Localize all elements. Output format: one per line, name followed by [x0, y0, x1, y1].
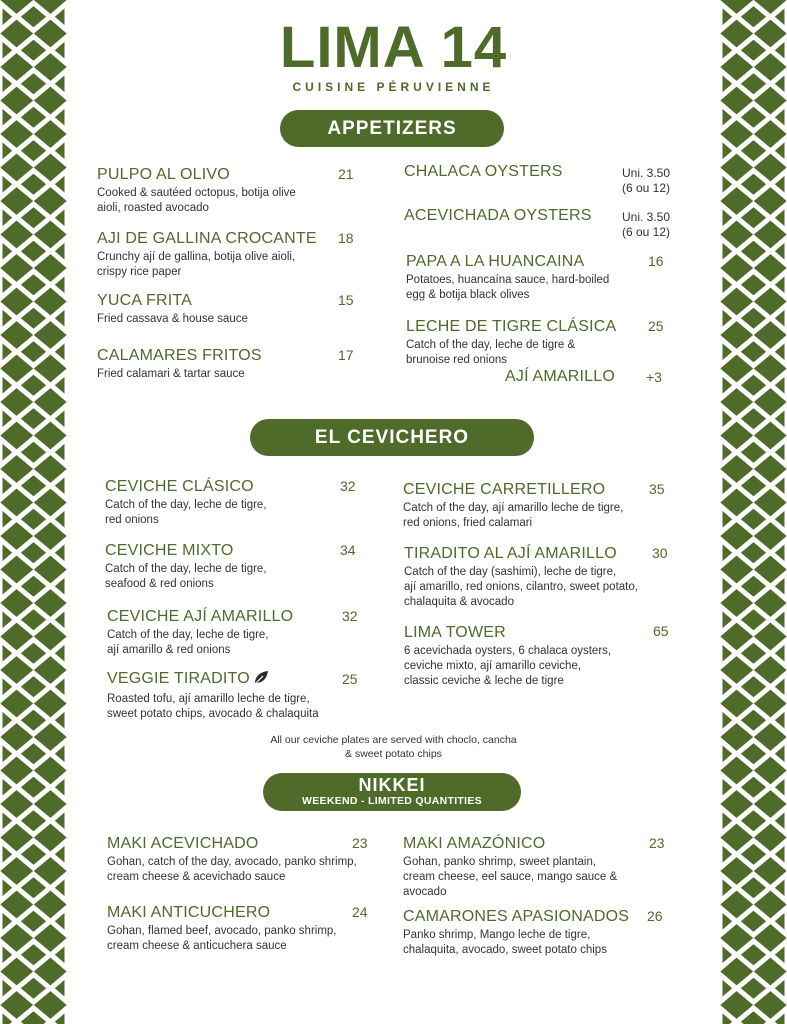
desc-line: sweet potato chips, avocado & chalaquita	[107, 708, 319, 720]
diamond-pattern-right	[720, 0, 787, 1024]
desc-line: ají amarillo & red onions	[107, 644, 231, 656]
desc-line: Roasted tofu, ají amarillo leche de tigre,	[107, 693, 310, 705]
item-description	[406, 338, 616, 368]
desc-line: Panko shrimp, Mango leche de tigre,	[403, 929, 591, 941]
desc-line: Cooked & sautéed octopus, botija olive	[97, 187, 296, 199]
desc-line: avocado	[403, 886, 447, 898]
desc-line: red onions, fried calamari	[403, 517, 533, 529]
item-description	[404, 565, 638, 610]
item-name: CEVICHE AJÍ AMARILLO	[107, 608, 294, 625]
item-price: +3	[646, 369, 662, 385]
item-price: 26	[647, 908, 663, 924]
right-pattern-border	[720, 0, 787, 1024]
item-name: LECHE DE TIGRE CLÁSICA	[406, 318, 617, 335]
menu-item-calamares	[97, 347, 262, 382]
desc-line: cream cheese, eel sauce, mango sauce &	[403, 871, 618, 883]
desc-line: Catch of the day, leche de tigre,	[105, 499, 267, 511]
item-name: ACEVICHADA OYSTERS	[404, 207, 592, 224]
item-name: CEVICHE CLÁSICO	[105, 478, 254, 495]
item-description	[105, 498, 267, 528]
item-description	[403, 855, 617, 900]
item-description: Fried calamari & tartar sauce	[97, 368, 245, 380]
item-name: LIMA TOWER	[404, 624, 506, 641]
desc-line: classic ceviche & leche de tigre	[404, 675, 564, 687]
item-description	[406, 273, 609, 303]
unit-line: (6 ou 12)	[622, 181, 671, 195]
desc-line: Gohan, catch of the day, avocado, panko shrimp,	[107, 856, 357, 868]
menu-item-aji-amarillo	[505, 368, 615, 386]
desc-line: 6 acevichada oysters, 6 chalaca oysters,	[404, 645, 612, 657]
menu-item-leche	[406, 318, 616, 368]
item-name: CALAMARES FRITOS	[97, 347, 262, 364]
item-price: 21	[338, 166, 354, 182]
menu-item-maki-anticuchero	[107, 904, 337, 954]
item-price: 35	[649, 481, 665, 497]
item-name: TIRADITO AL AJÍ AMARILLO	[404, 545, 617, 562]
menu-item-chalaca	[404, 163, 563, 181]
item-description	[404, 644, 611, 689]
note-line: & sweet potato chips	[345, 748, 442, 760]
section-header-appetizers	[280, 110, 504, 147]
item-name: CHALACA OYSTERS	[404, 163, 563, 180]
item-name: PAPA A LA HUANCAINA	[406, 253, 585, 270]
section-subtitle: WEEKEND - LIMITED QUANTITIES	[302, 795, 482, 807]
desc-line: red onions	[105, 514, 159, 526]
item-price: 34	[340, 542, 356, 558]
item-unit-price	[622, 166, 670, 196]
item-price: 23	[649, 835, 665, 851]
desc-line: aioli, roasted avocado	[97, 202, 209, 214]
menu-item-yuca	[97, 292, 248, 327]
item-description	[107, 628, 293, 658]
item-price: 23	[352, 835, 368, 851]
item-name: MAKI AMAZÓNICO	[403, 835, 546, 852]
item-description	[403, 501, 623, 531]
unit-line: Uni. 3.50	[622, 210, 671, 224]
item-description: Fried cassava & house sauce	[97, 313, 248, 325]
desc-line: chalaquita & avocado	[404, 596, 514, 608]
restaurant-logo: LIMA 14	[279, 15, 508, 80]
item-price: 25	[648, 318, 664, 334]
ceviche-note	[0, 733, 787, 761]
item-price: 65	[653, 623, 669, 639]
desc-line: Catch of the day, leche de tigre,	[107, 629, 269, 641]
item-description	[105, 562, 267, 592]
section-title: EL CEVICHERO	[314, 427, 470, 448]
item-price: 32	[340, 478, 356, 494]
section-header-nikkei	[263, 773, 521, 811]
restaurant-subtitle: CUISINE PÉRUVIENNE	[292, 80, 495, 94]
item-name: AJI DE GALLINA CROCANTE	[97, 230, 317, 247]
item-price: 24	[352, 904, 368, 920]
item-name-row	[107, 670, 319, 690]
item-price: 16	[648, 253, 664, 269]
item-description	[107, 855, 357, 885]
desc-line: Gohan, flamed beef, avocado, panko shrimp,	[107, 925, 337, 937]
menu-item-maki-acevichado	[107, 835, 357, 885]
item-description	[403, 928, 629, 958]
desc-line: Potatoes, huancaína sauce, hard-boiled	[406, 274, 610, 286]
menu-item-aji-gallina	[97, 230, 317, 280]
left-pattern-border	[0, 0, 67, 1024]
menu-item-ceviche-aji	[107, 608, 293, 658]
note-line: All our ceviche plates are served with choclo, cancha	[270, 734, 517, 746]
menu-item-ceviche-mixto	[105, 542, 267, 592]
desc-line: Gohan, panko shrimp, sweet plantain,	[403, 856, 597, 868]
desc-line: egg & botija black olives	[406, 289, 530, 301]
desc-line: ají amarillo, red onions, cilantro, sweet potato,	[404, 581, 638, 593]
leaf-icon	[253, 670, 269, 690]
item-price: 15	[338, 292, 354, 308]
menu-item-pulpo	[97, 166, 296, 216]
desc-line: ceviche mixto, ají amarillo ceviche,	[404, 660, 582, 672]
section-title: NIKKEI	[358, 775, 426, 795]
item-name: CEVICHE MIXTO	[105, 542, 234, 559]
section-title: APPETIZERS	[327, 118, 457, 139]
desc-line: seafood & red onions	[105, 578, 214, 590]
menu-item-lima-tower	[404, 624, 611, 689]
item-name: AJÍ AMARILLO	[505, 368, 615, 385]
menu-item-maki-amazonico	[403, 835, 617, 900]
menu-item-ceviche-clasico	[105, 478, 267, 528]
desc-line: chalaquita, avocado, sweet potato chips	[403, 944, 607, 956]
desc-line: Catch of the day (sashimi), leche de tigre,	[404, 566, 617, 578]
diamond-pattern-left	[0, 0, 67, 1024]
unit-line: (6 ou 12)	[622, 225, 671, 239]
desc-line: crispy rice paper	[97, 266, 182, 278]
desc-line: Catch of the day, leche de tigre,	[105, 563, 267, 575]
menu-item-papa	[406, 253, 609, 303]
desc-line: Catch of the day, ají amarillo leche de tigre,	[403, 502, 624, 514]
item-price: 32	[342, 608, 358, 624]
item-name: CAMARONES APASIONADOS	[403, 908, 630, 925]
item-price: 25	[342, 671, 358, 687]
item-name: PULPO AL OLIVO	[97, 166, 230, 183]
desc-line: Catch of the day, leche de tigre &	[406, 339, 576, 351]
section-header-cevichero	[250, 419, 534, 456]
menu-item-acevichada	[404, 207, 592, 225]
item-description	[97, 250, 317, 280]
item-price: 30	[652, 545, 668, 561]
desc-line: cream cheese & anticuchera sauce	[107, 940, 287, 952]
menu-item-veggie-tiradito	[107, 670, 319, 722]
item-description	[107, 924, 337, 954]
item-name: VEGGIE TIRADITO	[107, 670, 250, 687]
item-price: 18	[338, 230, 354, 246]
item-description	[107, 692, 319, 722]
desc-line: Crunchy ají de gallina, botija olive aioli,	[97, 251, 296, 263]
item-unit-price	[622, 210, 670, 240]
item-name: MAKI ANTICUCHERO	[107, 904, 271, 921]
menu-item-camarones	[403, 908, 629, 958]
item-name: YUCA FRITA	[97, 292, 193, 309]
unit-line: Uni. 3.50	[622, 166, 671, 180]
item-name: CEVICHE CARRETILLERO	[403, 481, 606, 498]
menu-item-tiradito	[404, 545, 638, 610]
item-price: 17	[338, 347, 354, 363]
desc-line: cream cheese & acevichado sauce	[107, 871, 286, 883]
menu-item-carretillero	[403, 481, 623, 531]
item-name: MAKI ACEVICHADO	[107, 835, 259, 852]
item-description	[97, 186, 296, 216]
desc-line: brunoise red onions	[406, 354, 508, 366]
